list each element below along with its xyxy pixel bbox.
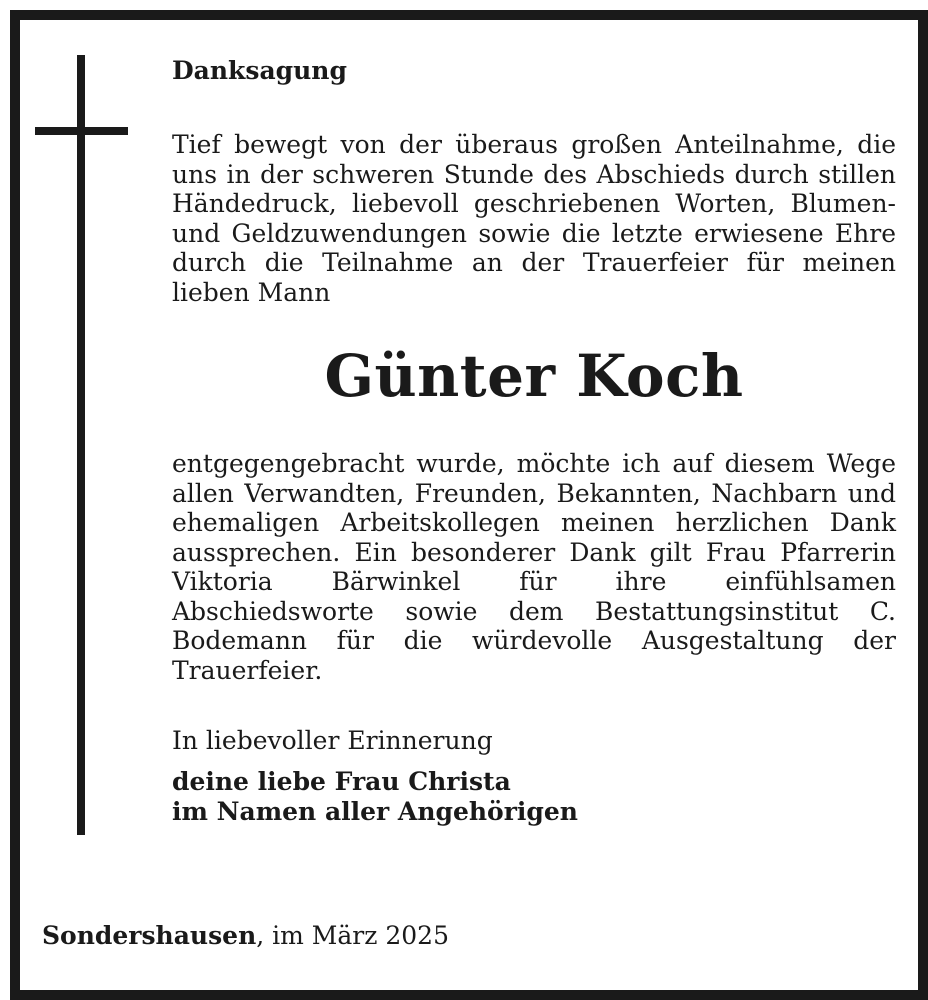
deceased-name: Günter Koch — [324, 342, 744, 410]
cross-vertical-bar — [77, 55, 85, 835]
footer-date: , im März 2025 — [256, 921, 449, 950]
intro-paragraph: Tief bewegt von der überaus großen Anteilnahme, die uns in der schweren Stunde des Abschieds durch stillen Händedruck, liebevoll geschriebenen Worten, Blumen- und Geldzuwendungen sowie die letzte erwiesene Ehre durch die Teilnahme an der Trauerfeier für meinen lieben Mann — [172, 130, 896, 307]
notice-content — [172, 55, 896, 827]
footer-place: Sondershausen — [42, 921, 257, 950]
signer-line-2: im Namen aller Angehörigen — [172, 797, 578, 826]
signer-line-1: deine liebe Frau Christa — [172, 767, 511, 796]
body-paragraph: entgegengebracht wurde, möchte ich auf diesem Wege allen Verwandten, Freunden, Bekannten, Nachbarn und ehemaligen Arbeitskollegen meinen herzlichen Dank aussprechen. Ein besonderer Dank gilt Frau Pfarrerin Viktoria Bärwinkel für ihre einfühlsamen Abschiedsworte sowie dem Bestattungsinstitut C. Bodemann für die würdevolle Ausgestaltung der Trauerfeier. — [172, 449, 896, 685]
footer-place-date — [42, 920, 449, 952]
closing-line: In liebevoller Erinnerung — [172, 726, 493, 755]
notice-heading: Danksagung — [172, 56, 347, 85]
cross-horizontal-bar — [35, 127, 128, 135]
